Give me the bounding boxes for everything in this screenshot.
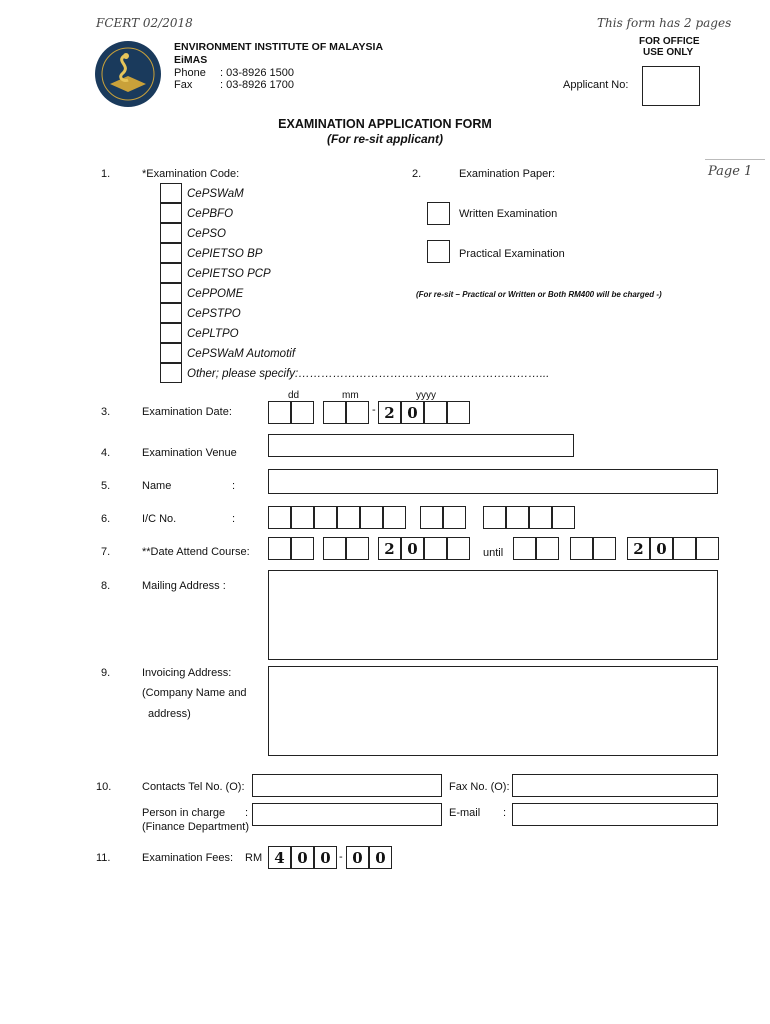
q2-number: 2. — [412, 168, 422, 180]
mm-header: mm — [342, 390, 359, 401]
fax-field[interactable] — [512, 774, 718, 797]
form-title: EXAMINATION APPLICATION FORM — [278, 117, 492, 131]
resit-note: (For re-sit – Practical or Written or Both RM400 will be charged -) — [416, 290, 662, 299]
q5-label: Name — [142, 480, 172, 492]
course-start-month-2[interactable] — [346, 537, 369, 560]
code-label-other: Other; please specify:………………………………………………………... — [187, 368, 550, 380]
q9-label: Invoicing Address: — [142, 667, 232, 679]
code-label-cepswam: CePSWaM — [187, 188, 244, 200]
email-field[interactable] — [512, 803, 718, 826]
checkbox-other[interactable] — [160, 363, 182, 383]
q9-label-line2: (Company Name and — [142, 687, 247, 699]
checkbox-cepswam[interactable] — [160, 183, 182, 203]
office-use-line1: FOR OFFICE — [639, 36, 700, 47]
course-end-day-2[interactable] — [536, 537, 559, 560]
fee-digit-1: 4 — [268, 846, 291, 869]
ic-digit-2[interactable] — [291, 506, 314, 529]
fee-digit-3: 0 — [314, 846, 337, 869]
form-subtitle: (For re-sit applicant) — [326, 132, 443, 146]
q7-number: 7. — [101, 546, 111, 558]
q6-colon: : — [232, 513, 236, 525]
q11-label: Examination Fees: — [142, 852, 234, 864]
code-label-ceppome: CePPOME — [187, 288, 244, 300]
course-start-year-2[interactable]: 0 — [401, 537, 424, 560]
yyyy-header: yyyy — [416, 390, 436, 401]
finance-dept-label: (Finance Department) — [142, 821, 249, 833]
exam-venue-field[interactable] — [268, 434, 574, 457]
course-start-month-1[interactable] — [323, 537, 346, 560]
checkbox-written-exam[interactable] — [427, 202, 450, 225]
email-colon: : — [503, 807, 507, 819]
org-name: ENVIRONMENT INSTITUTE OF MALAYSIA — [174, 41, 384, 53]
q7-label: **Date Attend Course: — [142, 546, 250, 558]
course-start-day-2[interactable] — [291, 537, 314, 560]
exam-date-day-2[interactable] — [291, 401, 314, 424]
tel-label: Contacts Tel No. (O): — [142, 781, 245, 793]
email-label: E-mail — [449, 807, 481, 819]
q3-number: 3. — [101, 406, 111, 418]
fee-cents-1: 0 — [346, 846, 369, 869]
course-start-day-1[interactable] — [268, 537, 291, 560]
checkbox-cepswam-automotif[interactable] — [160, 343, 182, 363]
q5-colon: : — [232, 480, 236, 492]
dd-header: dd — [288, 390, 300, 401]
code-label-cepstpo: CePSTPO — [187, 308, 241, 320]
exam-date-month-1[interactable] — [323, 401, 346, 424]
exam-date-year-3[interactable] — [424, 401, 447, 424]
written-exam-label: Written Examination — [459, 208, 558, 220]
fee-dash: - — [339, 851, 343, 863]
checkbox-cepbfo[interactable] — [160, 203, 182, 223]
ic-digit-10[interactable] — [506, 506, 529, 529]
person-in-charge-colon: : — [245, 807, 249, 819]
ic-digit-4[interactable] — [337, 506, 360, 529]
mailing-address-field[interactable] — [268, 570, 718, 660]
ic-digit-5[interactable] — [360, 506, 383, 529]
ic-digit-3[interactable] — [314, 506, 337, 529]
q9-number: 9. — [101, 667, 111, 679]
ic-digit-11[interactable] — [529, 506, 552, 529]
code-label-cepbfo: CePBFO — [187, 208, 234, 220]
q6-number: 6. — [101, 513, 111, 525]
q9-label-line3: address) — [148, 708, 191, 720]
fax-label: Fax — [174, 79, 193, 91]
q4-number: 4. — [101, 447, 111, 459]
exam-date-day-1[interactable] — [268, 401, 291, 424]
pages-note: This form has 2 pages — [597, 16, 732, 30]
applicant-no-box[interactable] — [642, 66, 700, 106]
course-end-month-2[interactable] — [593, 537, 616, 560]
page-divider — [705, 159, 765, 160]
checkbox-cepltpo[interactable] — [160, 323, 182, 343]
eimas-logo — [94, 40, 162, 108]
exam-date-year-1[interactable]: 2 — [378, 401, 401, 424]
page-label: Page 1 — [708, 164, 753, 179]
code-label-cepso: CePSO — [187, 228, 226, 240]
course-end-year-3[interactable] — [673, 537, 696, 560]
fax-value: : 03-8926 1700 — [220, 79, 295, 91]
course-start-year-3[interactable] — [424, 537, 447, 560]
q2-label: Examination Paper: — [459, 168, 555, 180]
currency-label: RM — [245, 852, 263, 864]
course-end-year-4[interactable] — [696, 537, 719, 560]
code-label-cepietso-pcp: CePIETSO PCP — [187, 268, 271, 280]
q8-label: Mailing Address : — [142, 580, 226, 592]
ic-digit-7[interactable] — [420, 506, 443, 529]
checkbox-cepso[interactable] — [160, 223, 182, 243]
code-label-cepltpo: CePLTPO — [187, 328, 239, 340]
ic-digit-6[interactable] — [383, 506, 406, 529]
checkbox-cepstpo[interactable] — [160, 303, 182, 323]
q1-number: 1. — [101, 168, 111, 180]
fax-no-label: Fax No. (O): — [449, 781, 510, 793]
q10-number: 10. — [96, 781, 112, 793]
until-label: until — [483, 547, 504, 559]
exam-date-dash: - — [372, 404, 376, 416]
phone-value: : 03-8926 1500 — [220, 67, 295, 79]
exam-date-year-4[interactable] — [447, 401, 470, 424]
fee-digit-2: 0 — [291, 846, 314, 869]
tel-field[interactable] — [252, 774, 442, 797]
course-start-year-1[interactable]: 2 — [378, 537, 401, 560]
ic-digit-9[interactable] — [483, 506, 506, 529]
course-end-year-1[interactable]: 2 — [627, 537, 650, 560]
person-in-charge-field[interactable] — [252, 803, 442, 826]
ic-digit-8[interactable] — [443, 506, 466, 529]
invoicing-address-field[interactable] — [268, 666, 718, 756]
phone-label: Phone — [174, 67, 206, 79]
course-end-month-1[interactable] — [570, 537, 593, 560]
q1-label: *Examination Code: — [142, 168, 240, 180]
course-end-year-2[interactable]: 0 — [650, 537, 673, 560]
org-short: EiMAS — [174, 54, 208, 66]
form-code: FCERT 02/2018 — [96, 16, 193, 30]
person-in-charge-label: Person in charge — [142, 807, 226, 819]
applicant-no-label: Applicant No: — [563, 79, 629, 91]
course-start-year-4[interactable] — [447, 537, 470, 560]
q6-label: I/C No. — [142, 513, 177, 525]
course-end-day-1[interactable] — [513, 537, 536, 560]
checkbox-ceppome[interactable] — [160, 283, 182, 303]
name-field[interactable] — [268, 469, 718, 494]
q3-label: Examination Date: — [142, 406, 232, 418]
q11-number: 11. — [96, 852, 111, 864]
checkbox-cepietso-pcp[interactable] — [160, 263, 182, 283]
code-label-cepietso-bp: CePIETSO BP — [187, 248, 263, 260]
office-use-line2: USE ONLY — [643, 47, 694, 58]
code-label-cepswam-automotif: CePSWaM Automotif — [187, 348, 296, 360]
fee-cents-2: 0 — [369, 846, 392, 869]
q5-number: 5. — [101, 480, 111, 492]
checkbox-cepietso-bp[interactable] — [160, 243, 182, 263]
ic-digit-12[interactable] — [552, 506, 575, 529]
checkbox-practical-exam[interactable] — [427, 240, 450, 263]
q4-label: Examination Venue — [142, 447, 237, 459]
q8-number: 8. — [101, 580, 111, 592]
exam-date-month-2[interactable] — [346, 401, 369, 424]
exam-date-year-2[interactable]: 0 — [401, 401, 424, 424]
practical-exam-label: Practical Examination — [459, 248, 565, 260]
ic-digit-1[interactable] — [268, 506, 291, 529]
